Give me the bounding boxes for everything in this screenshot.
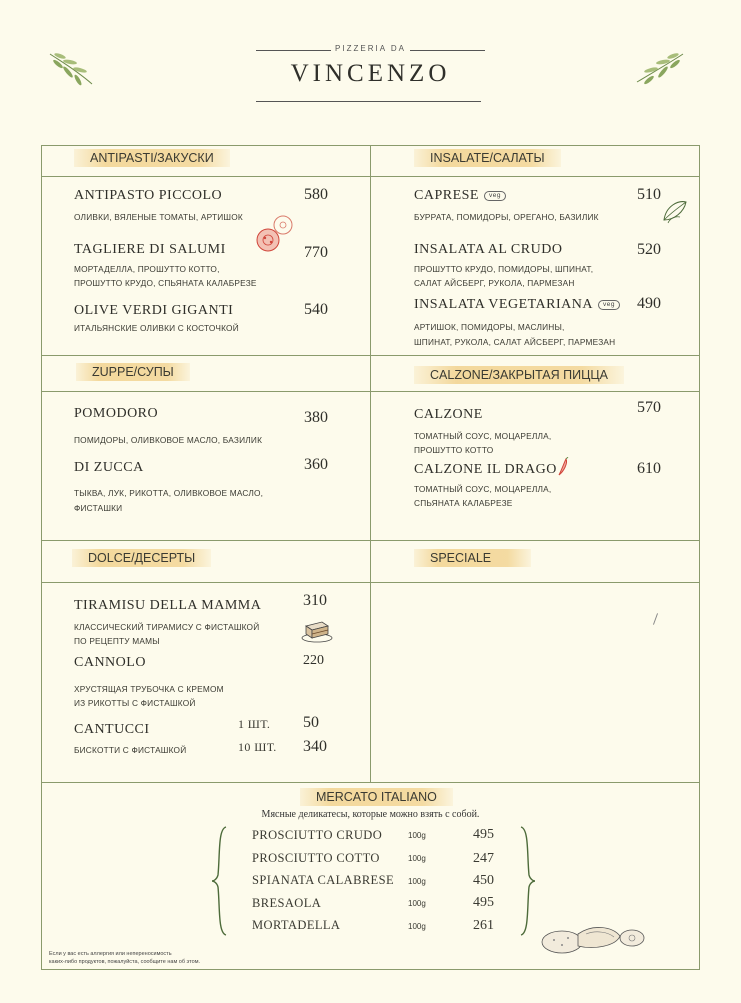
brace-right-icon [517,825,537,937]
page-title: VINCENZO [290,60,451,87]
item-desc: ПО РЕЦЕПТУ МАМЫ [74,636,160,646]
item-price: 380 [304,409,328,426]
row-divider [41,582,700,583]
item-desc: КЛАССИЧЕСКИЙ ТИРАМИСУ С ФИСТАШКОЙ [74,622,260,632]
item-name [414,188,506,204]
item-price: 510 [637,186,661,203]
salumi-icon [538,920,648,956]
category-zuppe: ZUPPE/СУПЫ [76,363,190,381]
category-mercato: MERCATO ITALIANO [300,788,453,806]
category-antipasti: ANTIPASTI/ЗАКУСКИ [74,149,230,167]
item-price: 490 [637,295,661,312]
portion-price: 50 [303,714,319,731]
item-desc: МОРТАДЕЛЛА, ПРОШУТТО КОТТО, [74,264,220,274]
mercato-item-name: PROSCIUTTO COTTO [252,851,380,865]
item-desc: ТОМАТНЫЙ СОУС, МОЦАРЕЛЛА, [414,431,552,441]
column-divider [370,145,371,782]
item-desc: ПРОШУТТО КРУДО, ПОМИДОРЫ, ШПИНАТ, [414,264,594,274]
portion-price: 340 [303,738,327,755]
row-divider [41,176,700,177]
item-name: CALZONE IL DRAGO [414,462,557,477]
item-name: CANTUCCI [74,722,150,737]
item-name: CANNOLO [74,655,146,670]
mercato-item-weight: 100g [408,877,426,886]
item-desc: ТЫКВА, ЛУК, РИКОТТА, ОЛИВКОВОЕ МАСЛО, [74,488,264,498]
item-name: CALZONE [414,407,483,422]
footnote-line: Если у вас есть аллергия или непереносимость [49,951,172,957]
mercato-item-name: PROSCIUTTO CRUDO [252,828,383,842]
item-desc: ИТАЛЬЯНСКИЕ ОЛИВКИ С КОСТОЧКОЙ [74,323,239,333]
item-desc: СПЬЯНАТА КАЛАБРЕЗЕ [414,498,513,508]
category-insalate: INSALATE/САЛАТЫ [414,149,561,167]
mercato-subtitle: Мясные деликатесы, которые можно взять с собой. [261,809,480,820]
item-desc: ОЛИВКИ, ВЯЛЕНЫЕ ТОМАТЫ, АРТИШОК [74,212,243,222]
mercato-item-price: 450 [473,873,494,888]
mercato-item-name: BRESAOLA [252,896,322,910]
item-price: 580 [304,186,328,203]
item-price: 610 [637,460,661,477]
item-price: 540 [304,301,328,318]
mercato-item-price: 495 [473,895,494,910]
allergy-footnote [49,950,200,966]
item-name: ANTIPASTO PICCOLO [74,188,223,203]
item-name: OLIVE VERDI GIGANTI [74,303,234,318]
item-desc: САЛАТ АЙСБЕРГ, РУКОЛА, ПАРМЕЗАН [414,278,575,288]
item-desc: ИЗ РИКОТТЫ С ФИСТАШКОЙ [74,698,196,708]
item-desc: ПРОШУТТО КРУДО, СПЬЯНАТА КАЛАБРЕЗЕ [74,278,257,288]
footnote-line: каких-либо продуктов, пожалуйста, сообщите нам об этом. [49,959,201,965]
veg-badge: veg [484,191,506,201]
row-divider [41,355,700,356]
brace-left-icon [210,825,230,937]
item-price: 770 [304,244,328,261]
mercato-item-name: MORTADELLA [252,918,341,932]
item-name: TAGLIERE DI SALUMI [74,242,226,257]
item-price: 570 [637,399,661,416]
item-name: TIRAMISU DELLA MAMMA [74,598,262,613]
mercato-item-price: 495 [473,827,494,842]
item-desc: АРТИШОК, ПОМИДОРЫ, МАСЛИНЫ, [414,322,565,332]
mercato-item-weight: 100g [408,899,426,908]
item-price: 310 [303,592,327,609]
header-rule-right [410,50,485,51]
item-desc: ПОМИДОРЫ, ОЛИВКОВОЕ МАСЛО, БАЗИЛИК [74,435,263,445]
portion-qty: 1 ШТ. [238,717,271,731]
mercato-item-name: SPIANATA CALABRESE [252,873,394,887]
mercato-item-weight: 100g [408,831,426,840]
row-divider [41,391,700,392]
item-desc: БУРРАТА, ПОМИДОРЫ, ОРЕГАНО, БАЗИЛИК [414,212,599,222]
veg-badge: veg [598,300,620,310]
item-price: 360 [304,456,328,473]
item-name-text: CAPRESE [414,188,479,203]
header-rule-bottom [256,101,481,102]
mercato-item-price: 247 [473,851,494,866]
header-subtitle: PIZZERIA DA [335,44,406,53]
item-name-text: INSALATA VEGETARIANA [414,297,593,312]
tomato-slice-icon [253,213,295,255]
item-name: POMODORO [74,406,159,421]
chili-pepper-icon [556,457,570,477]
item-name [414,297,620,313]
row-divider [41,540,700,541]
mercato-item-weight: 100g [408,922,426,931]
mercato-item-weight: 100g [408,854,426,863]
item-desc: ФИСТАШКИ [74,503,123,513]
item-price: 520 [637,241,661,258]
tiramisu-icon [300,616,334,644]
item-price: 220 [303,653,324,668]
category-speciale: SPECIALE [414,549,531,567]
item-desc: ШПИНАТ, РУКОЛА, САЛАТ АЙСБЕРГ, ПАРМЕЗАН [414,337,616,347]
item-desc: БИСКОТТИ С ФИСТАШКОЙ [74,745,187,755]
mercato-item-price: 261 [473,918,494,933]
item-name: DI ZUCCA [74,460,144,475]
olive-branch-icon [633,50,685,88]
portion-qty: 10 ШТ. [238,740,277,754]
basil-leaf-icon [660,196,690,226]
category-dolce: DOLCE/ДЕСЕРТЫ [72,549,211,567]
category-calzone: CALZONE/ЗАКРЫТАЯ ПИЦЦА [414,366,624,384]
item-desc: ТОМАТНЫЙ СОУС, МОЦАРЕЛЛА, [414,484,552,494]
row-divider [41,782,700,783]
item-desc: ХРУСТЯЩАЯ ТРУБОЧКА С КРЕМОМ [74,684,224,694]
olive-branch-icon [48,50,96,88]
item-desc: ПРОШУТТО КОТТО [414,445,494,455]
item-name: INSALATA AL CRUDO [414,242,563,257]
